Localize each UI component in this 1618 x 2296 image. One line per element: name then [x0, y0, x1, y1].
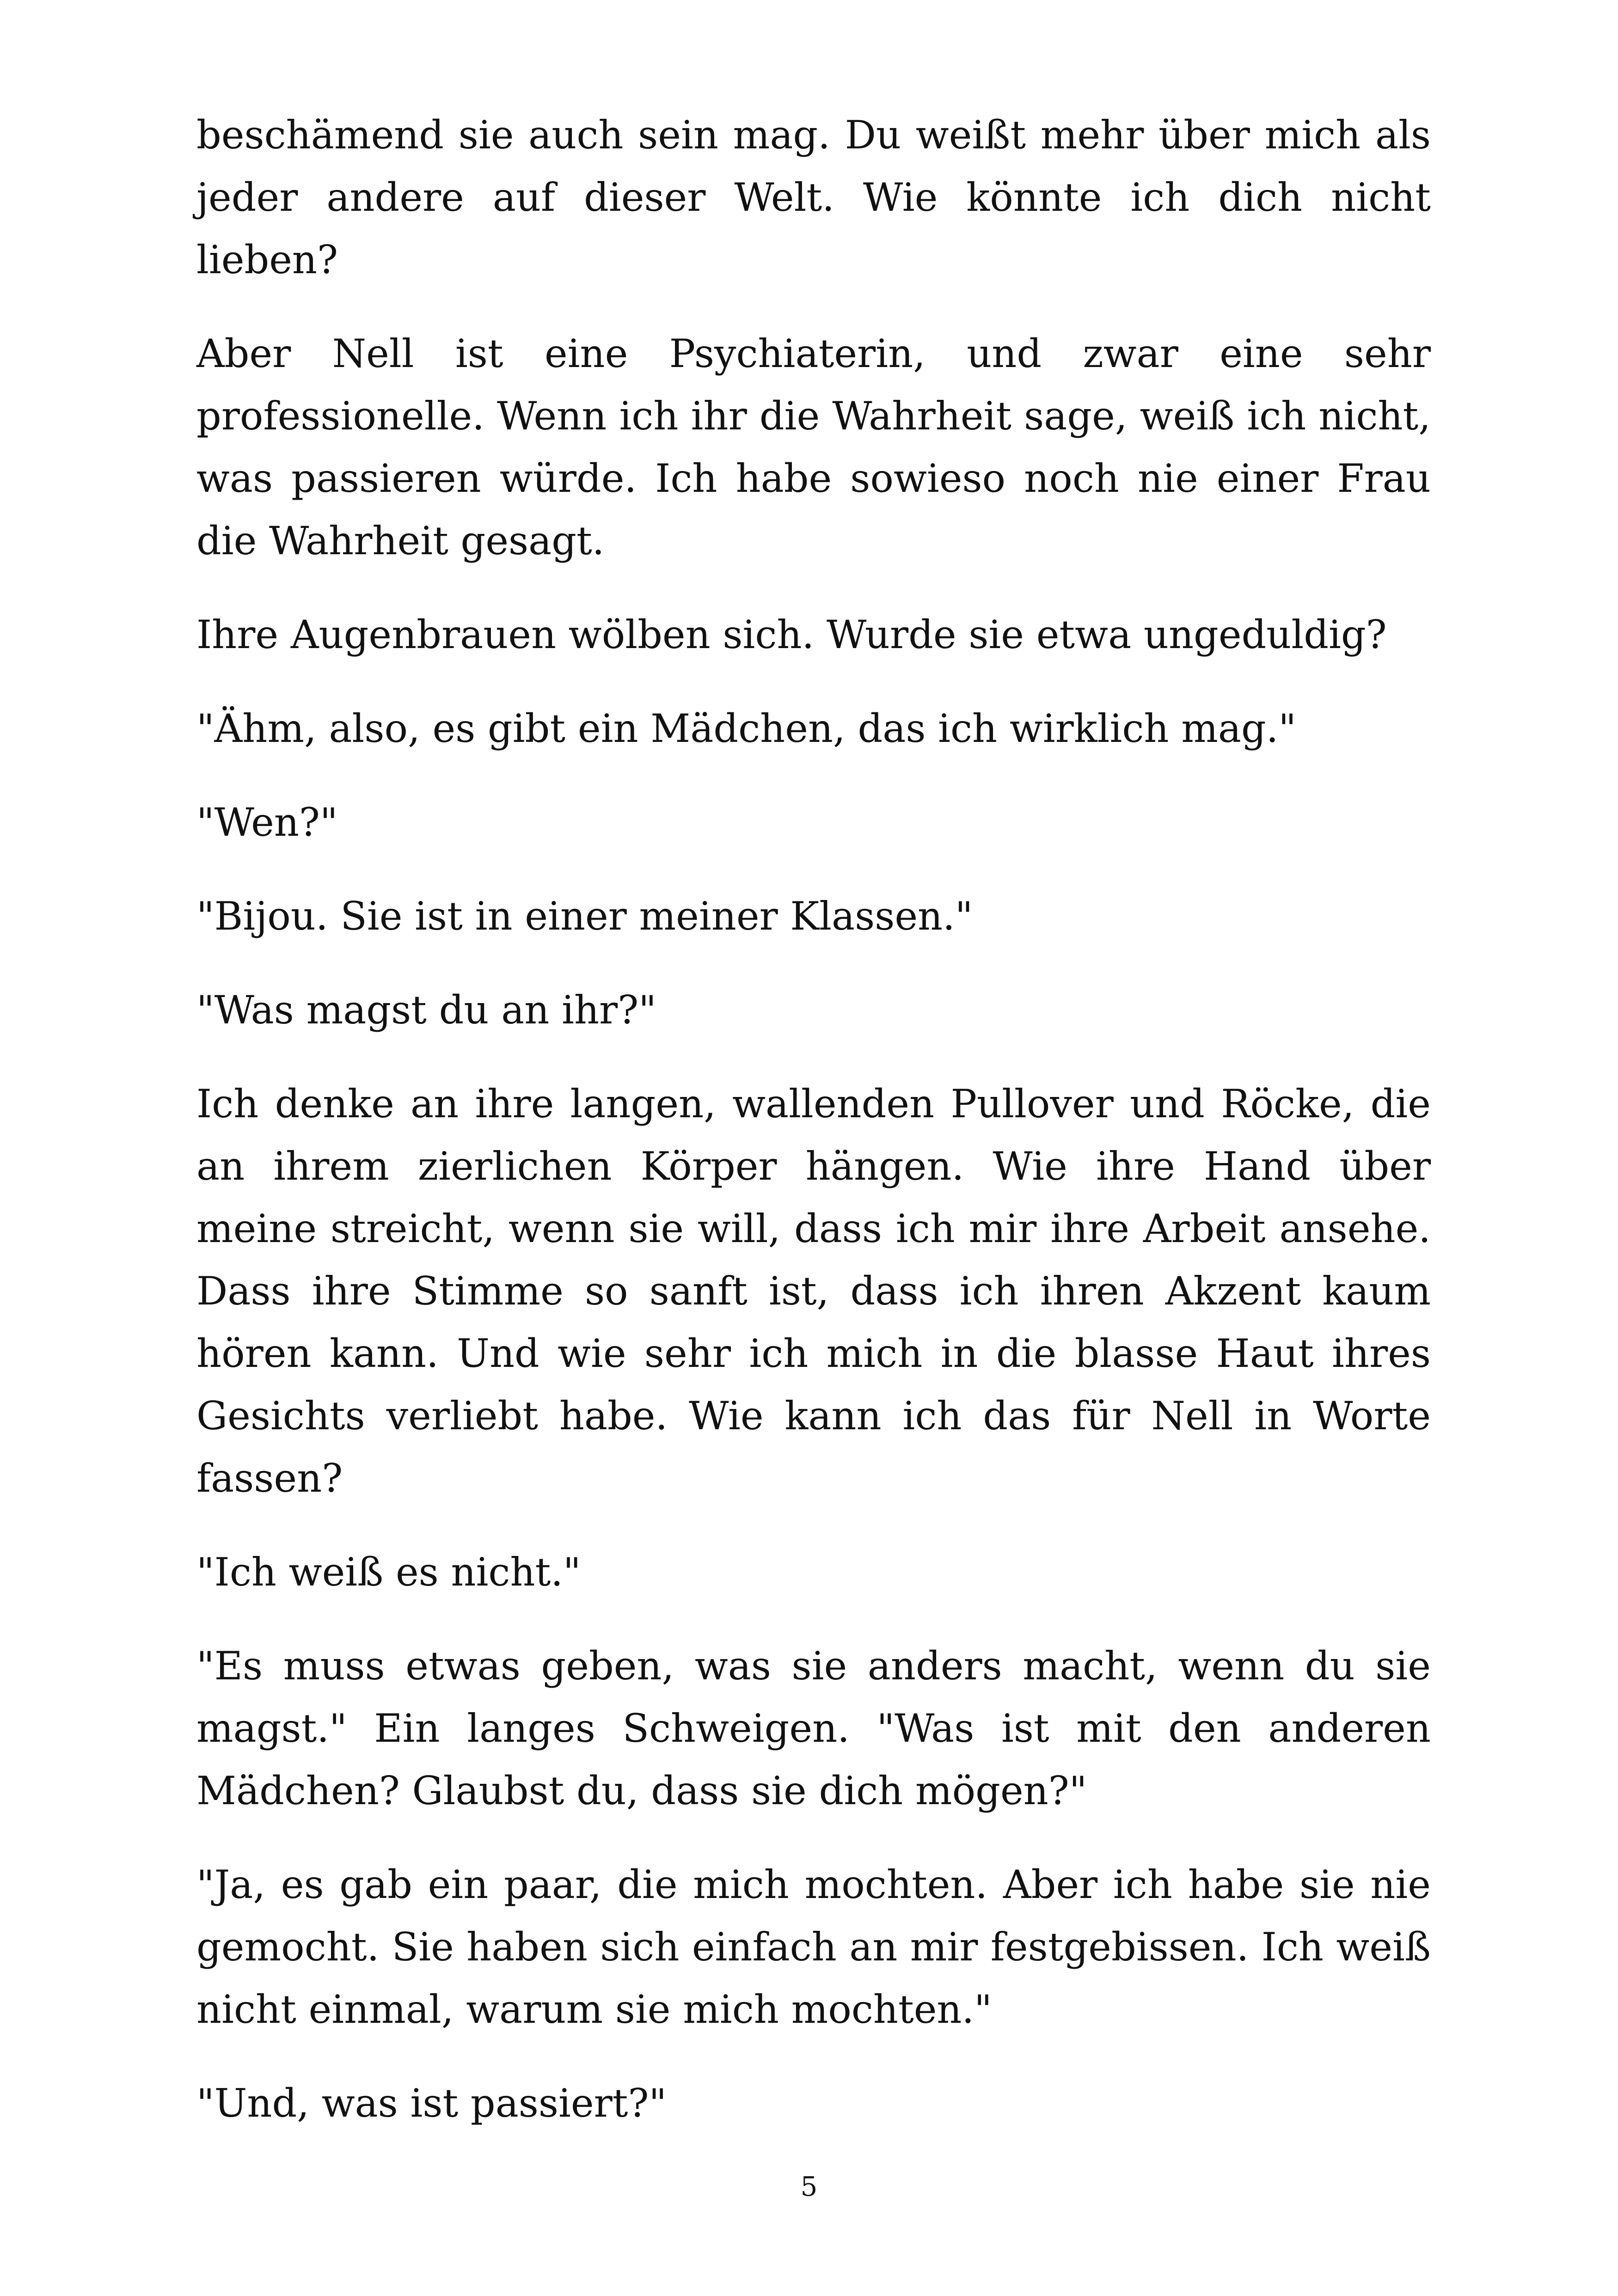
paragraph-5: "Wen?": [196, 800, 338, 845]
paragraph-12: "Und, was ist passiert?": [196, 2081, 667, 2126]
paragraph-2: Aber Nell ist eine Psychiaterin, und zwar eine sehr professionelle. Wenn ich ihr die Wahrheit sage, weiß ich nicht, was passieren würde. Ich habe sowieso noch nie einer Frau die Wahrheit gesagt.: [196, 331, 1431, 563]
paragraph-3: Ihre Augenbrauen wölben sich. Wurde sie etwa ungeduldig?: [196, 612, 1387, 657]
paragraph-10: "Es muss etwas geben, was sie anders macht, wenn du sie magst." Ein langes Schweigen. "Was ist mit den anderen Mädchen? Glaubst du, dass sie dich mögen?": [196, 1643, 1431, 1813]
page-number: 5: [800, 2171, 818, 2202]
body-text: [196, 104, 1431, 2166]
paragraph-4: "Ähm, also, es gibt ein Mädchen, das ich wirklich mag.": [196, 706, 1297, 751]
paragraph-8: Ich denke an ihre langen, wallenden Pullover und Röcke, die an ihrem zierlichen Körper hängen. Wie ihre Hand über meine streicht, wenn sie will, dass ich mir ihre Arbeit ansehe. Dass ihre Stimme so sanft ist, dass ich ihren Akzent kaum hören kann. Und wie sehr ich mich in die blasse Haut ihres Gesichts verliebt habe. Wie kann ich das für Nell in Worte fassen?: [196, 1081, 1431, 1501]
paragraph-11: "Ja, es gab ein paar, die mich mochten. Aber ich habe sie nie gemocht. Sie haben sich einfach an mir festgebissen. Ich weiß nicht einmal, warum sie mich mochten.": [196, 1862, 1431, 2032]
paragraph-7: "Was magst du an ihr?": [196, 987, 656, 1033]
paragraph-6: "Bijou. Sie ist in einer meiner Klassen.": [196, 894, 973, 939]
paragraph-1: beschämend sie auch sein mag. Du weißt mehr über mich als jeder andere auf dieser Welt. Wie könnte ich dich nicht lieben?: [196, 112, 1431, 282]
paragraph-9: "Ich weiß es nicht.": [196, 1549, 581, 1595]
